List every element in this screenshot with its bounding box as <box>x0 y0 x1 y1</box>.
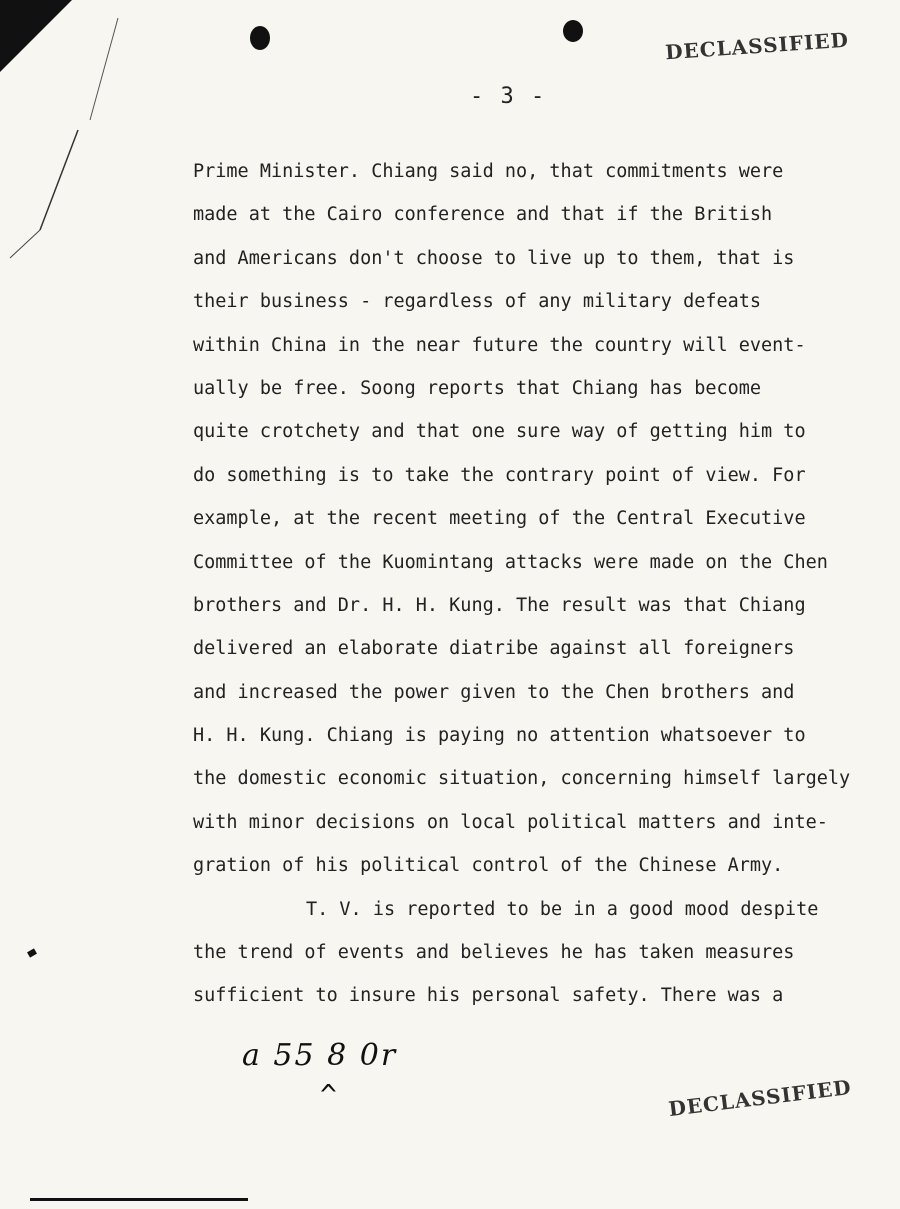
text-line: their business - regardless of any military defeats <box>193 291 762 313</box>
declassified-stamp-bottom: DECLASSIFIED <box>667 1074 853 1122</box>
punch-hole-mark <box>563 20 583 42</box>
text-line: within China in the near future the country will event- <box>193 334 806 356</box>
text-line: with minor decisions on local political matters and inte- <box>193 811 828 833</box>
text-line: example, at the recent meeting of the Central Executive <box>193 508 806 530</box>
margin-mark <box>27 948 37 957</box>
text-line: ually be free. Soong reports that Chiang has become <box>193 377 762 399</box>
text-line: T. V. is reported to be in a good mood despite <box>306 898 819 920</box>
text-line: made at the Cairo conference and that if the British <box>193 204 773 226</box>
text-line: the trend of events and believes he has taken measures <box>193 942 795 964</box>
page-number: - 3 - <box>470 84 547 109</box>
text-line: delivered an elaborate diatribe against all foreigners <box>193 638 795 660</box>
punch-hole-mark <box>250 26 270 50</box>
bottom-rule <box>30 1198 248 1201</box>
text-line: and increased the power given to the Chen brothers and <box>193 681 795 703</box>
handwritten-note: a 55 8 0r <box>242 1038 398 1073</box>
text-line: Prime Minister. Chiang said no, that commitments were <box>193 161 784 182</box>
text-line: and Americans don't choose to live up to them, that is <box>193 247 795 269</box>
text-line: gration of his political control of the Chinese Army. <box>193 855 784 877</box>
text-line: quite crotchety and that one sure way of getting him to <box>193 421 806 443</box>
text-line: H. H. Kung. Chiang is paying no attention whatsoever to <box>193 725 806 747</box>
margin-pencil-line <box>0 0 120 280</box>
declassified-stamp-top: DECLASSIFIED <box>664 27 850 65</box>
text-line: the domestic economic situation, concerning himself largely <box>193 768 851 790</box>
handwritten-caret: ^ <box>320 1078 337 1111</box>
text-line: do something is to take the contrary point of view. For <box>193 464 806 486</box>
body-text <box>193 150 863 1018</box>
text-line: sufficient to insure his personal safety. There was a <box>193 985 784 1007</box>
text-line: Committee of the Kuomintang attacks were made on the Chen <box>193 551 828 573</box>
text-line: brothers and Dr. H. H. Kung. The result was that Chiang <box>193 594 806 616</box>
